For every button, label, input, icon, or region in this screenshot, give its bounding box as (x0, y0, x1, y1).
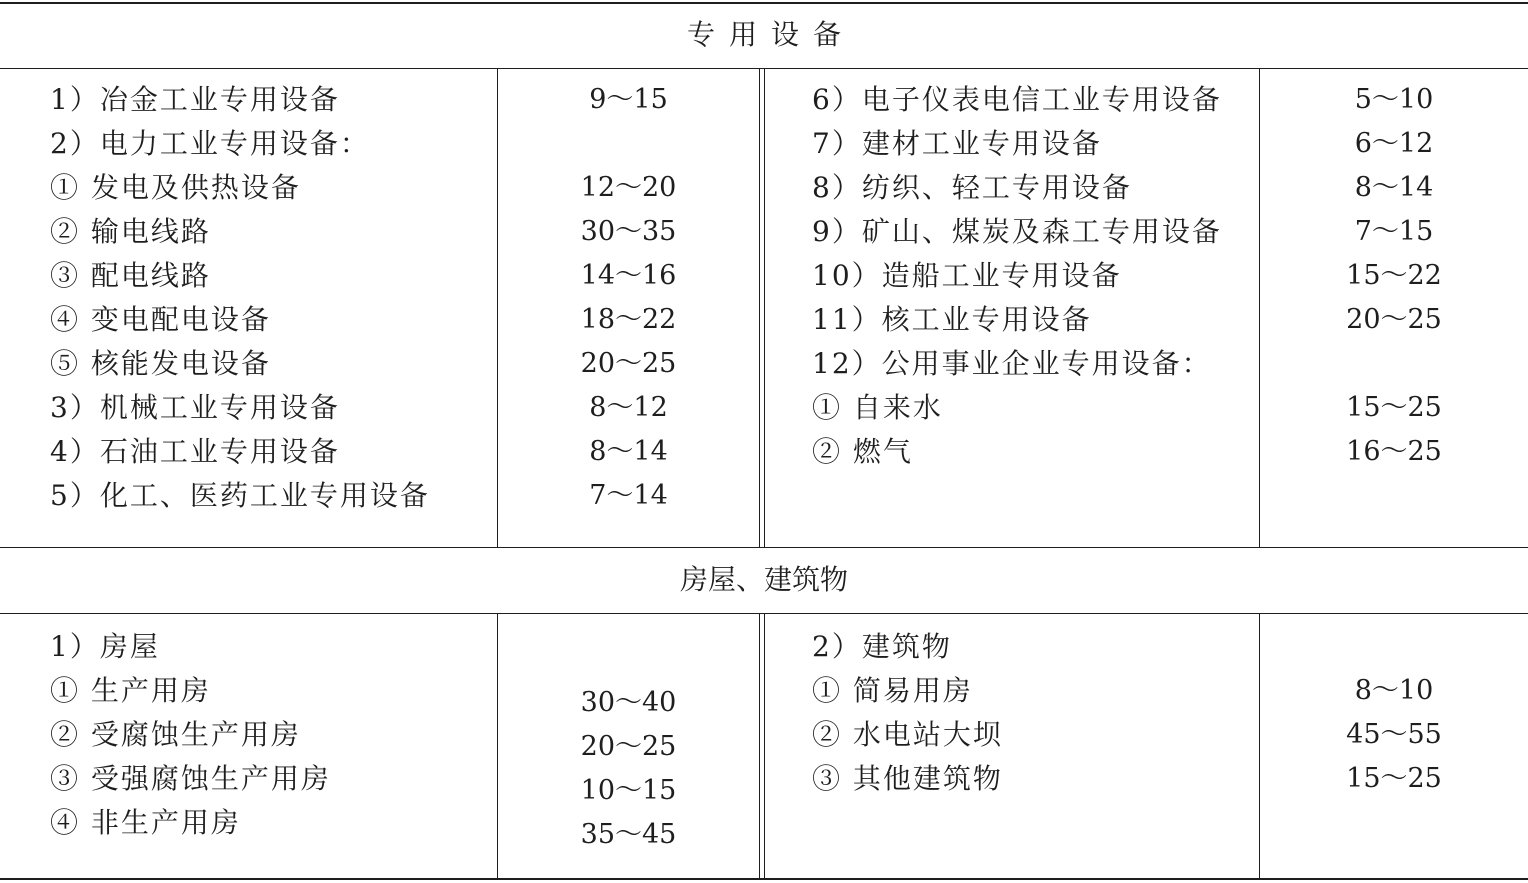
value-cell (1260, 342, 1528, 386)
list-item: 2）建筑物 (812, 630, 952, 663)
list-item: 2）电力工业专用设备： (50, 127, 370, 160)
section2-right-labels (812, 625, 1257, 801)
section-title-special-equipment: 专用设备 (686, 18, 855, 51)
value-cell: 14～16 (580, 260, 677, 291)
value-cell: 18～22 (580, 304, 677, 335)
list-item: 9）矿山、煤炭及森工专用设备 (812, 215, 1222, 248)
section1-right-values (1260, 78, 1528, 474)
value-cell: 8～14 (1354, 172, 1434, 203)
list-item: 10）造船工业专用设备 (812, 259, 1122, 292)
list-item: ② 燃气 (812, 435, 913, 468)
section2-left-values (498, 681, 759, 857)
value-cell: 15～25 (1346, 763, 1442, 794)
value-cell (1260, 625, 1528, 669)
list-item: ① 自来水 (812, 391, 943, 424)
value-cell: 30～35 (580, 216, 677, 247)
section1-right-labels (812, 78, 1257, 474)
list-item: ② 水电站大坝 (812, 718, 1003, 751)
list-item: ④ 非生产用房 (50, 806, 241, 839)
value-cell: 20～25 (1346, 304, 1442, 335)
value-cell: 30～40 (580, 687, 677, 718)
section2-divider-mid-b (764, 613, 765, 879)
list-item: ④ 变电配电设备 (50, 303, 271, 336)
value-cell: 9～15 (589, 84, 668, 115)
value-cell: 7～15 (1354, 216, 1434, 247)
value-cell: 5～10 (1354, 84, 1434, 115)
value-cell: 8～12 (589, 392, 668, 423)
value-cell: 15～22 (1346, 260, 1442, 291)
value-cell: 35～45 (580, 819, 677, 850)
section1-left-labels (50, 78, 495, 518)
value-cell: 6～12 (1354, 128, 1434, 159)
list-item: 12）公用事业企业专用设备： (812, 347, 1212, 380)
value-cell: 7～14 (589, 480, 668, 511)
list-item: ② 受腐蚀生产用房 (50, 718, 301, 751)
value-cell: 8～10 (1354, 675, 1434, 706)
value-cell: 8～14 (589, 436, 668, 467)
list-item: ② 输电线路 (50, 215, 211, 248)
section1-divider-mid-b (764, 68, 765, 548)
list-item: ⑤ 核能发电设备 (50, 347, 271, 380)
value-cell (498, 122, 759, 166)
list-item: ① 简易用房 (812, 674, 973, 707)
list-item: ③ 配电线路 (50, 259, 211, 292)
value-cell: 12～20 (580, 172, 677, 203)
list-item: ① 生产用房 (50, 674, 211, 707)
list-item: 1）房屋 (50, 630, 160, 663)
list-item: 7）建材工业专用设备 (812, 127, 1102, 160)
list-item: ① 发电及供热设备 (50, 171, 301, 204)
value-cell: 20～25 (580, 731, 677, 762)
list-item: 6）电子仪表电信工业专用设备 (812, 83, 1222, 116)
value-cell: 15～25 (1346, 392, 1442, 423)
list-item: 4）石油工业专用设备 (50, 435, 340, 468)
section1-divider-mid-a (759, 68, 760, 548)
value-cell: 45～55 (1346, 719, 1442, 750)
list-item: 11）核工业专用设备 (812, 303, 1092, 336)
section-title-buildings: 房屋、建筑物 (679, 563, 848, 596)
section1-left-values (498, 78, 759, 518)
top-rule (0, 2, 1528, 4)
list-item: 8）纺织、轻工专用设备 (812, 171, 1132, 204)
value-cell: 16～25 (1346, 436, 1442, 467)
list-item: 3）机械工业专用设备 (50, 391, 340, 424)
list-item: ③ 受强腐蚀生产用房 (50, 762, 331, 795)
value-cell: 20～25 (580, 348, 677, 379)
list-item: 5）化工、医药工业专用设备 (50, 479, 430, 512)
section2-divider-mid-a (759, 613, 760, 879)
value-cell: 10～15 (580, 775, 677, 806)
section2-right-values (1260, 625, 1528, 801)
list-item: 1）冶金工业专用设备 (50, 83, 340, 116)
list-item: ③ 其他建筑物 (812, 762, 1003, 795)
section2-left-labels (50, 625, 495, 845)
